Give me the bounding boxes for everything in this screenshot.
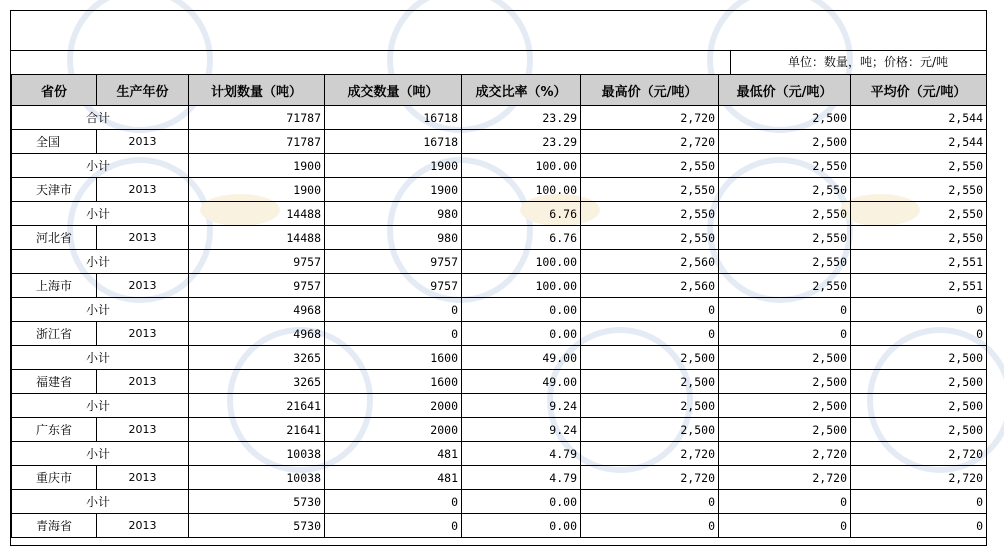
deal-ratio-cell: 100.00 — [462, 250, 581, 274]
deal-ratio-cell: 0.00 — [462, 322, 581, 346]
avg-price-cell: 0 — [851, 322, 987, 346]
subtotal-label: 小计 — [86, 351, 111, 365]
avg-price-cell: 2,720 — [851, 442, 987, 466]
year-cell: 2013 — [97, 274, 189, 298]
year-cell: 2013 — [97, 178, 189, 202]
max-price-cell: 2,560 — [581, 250, 719, 274]
avg-price-cell: 0 — [851, 514, 987, 538]
report-title — [11, 11, 986, 51]
subtotal-label: 小计 — [86, 399, 111, 413]
auction-results-table — [11, 74, 987, 538]
avg-price-cell: 0 — [851, 490, 987, 514]
province-cell: 重庆市 — [12, 466, 97, 490]
table-row — [12, 466, 987, 490]
table-row — [12, 370, 987, 394]
table-row — [12, 226, 987, 250]
deal-ratio-cell: 23.29 — [462, 130, 581, 154]
min-price-cell: 2,500 — [719, 394, 851, 418]
deal-quantity-cell: 481 — [325, 466, 462, 490]
table-row — [12, 322, 987, 346]
deal-ratio-cell: 100.00 — [462, 154, 581, 178]
table-row — [12, 298, 987, 322]
province-cell: 天津市 — [12, 178, 97, 202]
min-price-cell: 2,550 — [719, 226, 851, 250]
column-header: 最低价（元/吨） — [719, 75, 851, 106]
table-row — [12, 154, 987, 178]
avg-price-cell: 2,544 — [851, 130, 987, 154]
deal-ratio-cell: 4.79 — [462, 466, 581, 490]
deal-quantity-cell: 9757 — [325, 274, 462, 298]
province-cell: 河北省 — [12, 226, 97, 250]
unit-label: 单位：数量，吨；价格：元/吨 — [730, 51, 986, 74]
plan-quantity-cell: 21641 — [189, 418, 325, 442]
plan-quantity-cell: 14488 — [189, 202, 325, 226]
max-price-cell: 0 — [581, 490, 719, 514]
max-price-cell: 2,550 — [581, 178, 719, 202]
subtotal-label-cell — [12, 202, 189, 226]
plan-quantity-cell: 1900 — [189, 154, 325, 178]
min-price-cell: 2,550 — [719, 202, 851, 226]
deal-quantity-cell: 1600 — [325, 370, 462, 394]
max-price-cell: 2,500 — [581, 418, 719, 442]
max-price-cell: 2,720 — [581, 106, 719, 130]
min-price-cell: 2,550 — [719, 274, 851, 298]
deal-ratio-cell: 4.79 — [462, 442, 581, 466]
plan-quantity-cell: 1900 — [189, 178, 325, 202]
plan-quantity-cell: 3265 — [189, 370, 325, 394]
max-price-cell: 0 — [581, 298, 719, 322]
plan-quantity-cell: 9757 — [189, 250, 325, 274]
subtotal-label: 小计 — [86, 447, 111, 461]
max-price-cell: 2,500 — [581, 370, 719, 394]
subtotal-label-cell — [12, 490, 189, 514]
deal-quantity-cell: 0 — [325, 322, 462, 346]
min-price-cell: 2,720 — [719, 442, 851, 466]
deal-ratio-cell: 0.00 — [462, 298, 581, 322]
avg-price-cell: 2,500 — [851, 346, 987, 370]
deal-ratio-cell: 0.00 — [462, 490, 581, 514]
plan-quantity-cell: 4968 — [189, 322, 325, 346]
subtotal-label-cell — [12, 346, 189, 370]
min-price-cell: 2,550 — [719, 154, 851, 178]
deal-ratio-cell: 49.00 — [462, 370, 581, 394]
deal-ratio-cell: 9.24 — [462, 394, 581, 418]
avg-price-cell: 2,720 — [851, 466, 987, 490]
min-price-cell: 0 — [719, 322, 851, 346]
table-row — [12, 394, 987, 418]
deal-quantity-cell: 9757 — [325, 250, 462, 274]
table-row — [12, 178, 987, 202]
year-cell: 2013 — [97, 418, 189, 442]
avg-price-cell: 2,551 — [851, 274, 987, 298]
column-header: 生产年份 — [97, 75, 189, 106]
deal-quantity-cell: 16718 — [325, 106, 462, 130]
plan-quantity-cell: 14488 — [189, 226, 325, 250]
deal-quantity-cell: 0 — [325, 514, 462, 538]
min-price-cell: 2,550 — [719, 250, 851, 274]
column-header: 成交数量（吨） — [325, 75, 462, 106]
plan-quantity-cell: 9757 — [189, 274, 325, 298]
max-price-cell: 2,550 — [581, 226, 719, 250]
subtotal-label-cell — [12, 298, 189, 322]
max-price-cell: 2,500 — [581, 346, 719, 370]
year-cell: 2013 — [97, 226, 189, 250]
table-header-row — [12, 75, 987, 106]
max-price-cell: 2,720 — [581, 466, 719, 490]
subtotal-label-cell — [12, 106, 189, 130]
plan-quantity-cell: 3265 — [189, 346, 325, 370]
column-header: 省份 — [12, 75, 97, 106]
plan-quantity-cell: 10038 — [189, 466, 325, 490]
deal-quantity-cell: 16718 — [325, 130, 462, 154]
plan-quantity-cell: 5730 — [189, 490, 325, 514]
deal-quantity-cell: 0 — [325, 490, 462, 514]
deal-ratio-cell: 100.00 — [462, 178, 581, 202]
plan-quantity-cell: 71787 — [189, 130, 325, 154]
table-row — [12, 250, 987, 274]
province-cell: 福建省 — [12, 370, 97, 394]
table-row — [12, 202, 987, 226]
deal-ratio-cell: 49.00 — [462, 346, 581, 370]
avg-price-cell: 2,544 — [851, 106, 987, 130]
column-header: 成交比率（%） — [462, 75, 581, 106]
max-price-cell: 2,500 — [581, 394, 719, 418]
subtotal-label-cell — [12, 154, 189, 178]
year-cell: 2013 — [97, 514, 189, 538]
min-price-cell: 2,500 — [719, 130, 851, 154]
min-price-cell: 0 — [719, 514, 851, 538]
plan-quantity-cell: 5730 — [189, 514, 325, 538]
year-cell: 2013 — [97, 322, 189, 346]
max-price-cell: 0 — [581, 514, 719, 538]
column-header: 计划数量（吨） — [189, 75, 325, 106]
deal-quantity-cell: 1600 — [325, 346, 462, 370]
table-row — [12, 490, 987, 514]
table-row — [12, 346, 987, 370]
avg-price-cell: 2,500 — [851, 394, 987, 418]
min-price-cell: 0 — [719, 490, 851, 514]
max-price-cell: 2,720 — [581, 130, 719, 154]
subtotal-label: 小计 — [86, 255, 111, 269]
plan-quantity-cell: 21641 — [189, 394, 325, 418]
subtotal-label: 合计 — [86, 111, 111, 125]
province-cell: 青海省 — [12, 514, 97, 538]
report-frame — [10, 10, 987, 546]
deal-quantity-cell: 980 — [325, 202, 462, 226]
deal-quantity-cell: 2000 — [325, 394, 462, 418]
year-cell: 2013 — [97, 370, 189, 394]
deal-ratio-cell: 23.29 — [462, 106, 581, 130]
min-price-cell: 2,550 — [719, 178, 851, 202]
year-cell: 2013 — [97, 466, 189, 490]
province-cell: 上海市 — [12, 274, 97, 298]
subtotal-label: 小计 — [86, 303, 111, 317]
max-price-cell: 2,550 — [581, 154, 719, 178]
deal-quantity-cell: 980 — [325, 226, 462, 250]
column-header: 最高价（元/吨） — [581, 75, 719, 106]
avg-price-cell: 2,550 — [851, 226, 987, 250]
max-price-cell: 2,550 — [581, 202, 719, 226]
min-price-cell: 2,720 — [719, 466, 851, 490]
subtotal-label-cell — [12, 442, 189, 466]
min-price-cell: 2,500 — [719, 106, 851, 130]
table-row — [12, 514, 987, 538]
subtotal-label-cell — [12, 250, 189, 274]
deal-quantity-cell: 481 — [325, 442, 462, 466]
avg-price-cell: 2,550 — [851, 178, 987, 202]
subtotal-label: 小计 — [86, 159, 111, 173]
min-price-cell: 2,500 — [719, 418, 851, 442]
max-price-cell: 2,720 — [581, 442, 719, 466]
deal-ratio-cell: 0.00 — [462, 514, 581, 538]
deal-ratio-cell: 6.76 — [462, 202, 581, 226]
deal-ratio-cell: 100.00 — [462, 274, 581, 298]
column-header: 平均价（元/吨） — [851, 75, 987, 106]
table-row — [12, 106, 987, 130]
unit-row — [11, 51, 986, 74]
min-price-cell: 0 — [719, 298, 851, 322]
subtotal-label-cell — [12, 394, 189, 418]
avg-price-cell: 2,550 — [851, 154, 987, 178]
min-price-cell: 2,500 — [719, 370, 851, 394]
deal-quantity-cell: 1900 — [325, 154, 462, 178]
deal-ratio-cell: 6.76 — [462, 226, 581, 250]
min-price-cell: 2,500 — [719, 346, 851, 370]
avg-price-cell: 2,550 — [851, 202, 987, 226]
deal-quantity-cell: 2000 — [325, 418, 462, 442]
max-price-cell: 0 — [581, 322, 719, 346]
avg-price-cell: 2,551 — [851, 250, 987, 274]
table-row — [12, 442, 987, 466]
plan-quantity-cell: 71787 — [189, 106, 325, 130]
plan-quantity-cell: 4968 — [189, 298, 325, 322]
province-cell: 全国 — [12, 130, 97, 154]
subtotal-label: 小计 — [86, 495, 111, 509]
avg-price-cell: 2,500 — [851, 418, 987, 442]
avg-price-cell: 0 — [851, 298, 987, 322]
table-row — [12, 418, 987, 442]
deal-ratio-cell: 9.24 — [462, 418, 581, 442]
deal-quantity-cell: 1900 — [325, 178, 462, 202]
avg-price-cell: 2,500 — [851, 370, 987, 394]
table-row — [12, 274, 987, 298]
subtotal-label: 小计 — [86, 207, 111, 221]
max-price-cell: 2,560 — [581, 274, 719, 298]
deal-quantity-cell: 0 — [325, 298, 462, 322]
province-cell: 广东省 — [12, 418, 97, 442]
province-cell: 浙江省 — [12, 322, 97, 346]
table-row — [12, 130, 987, 154]
plan-quantity-cell: 10038 — [189, 442, 325, 466]
year-cell: 2013 — [97, 130, 189, 154]
